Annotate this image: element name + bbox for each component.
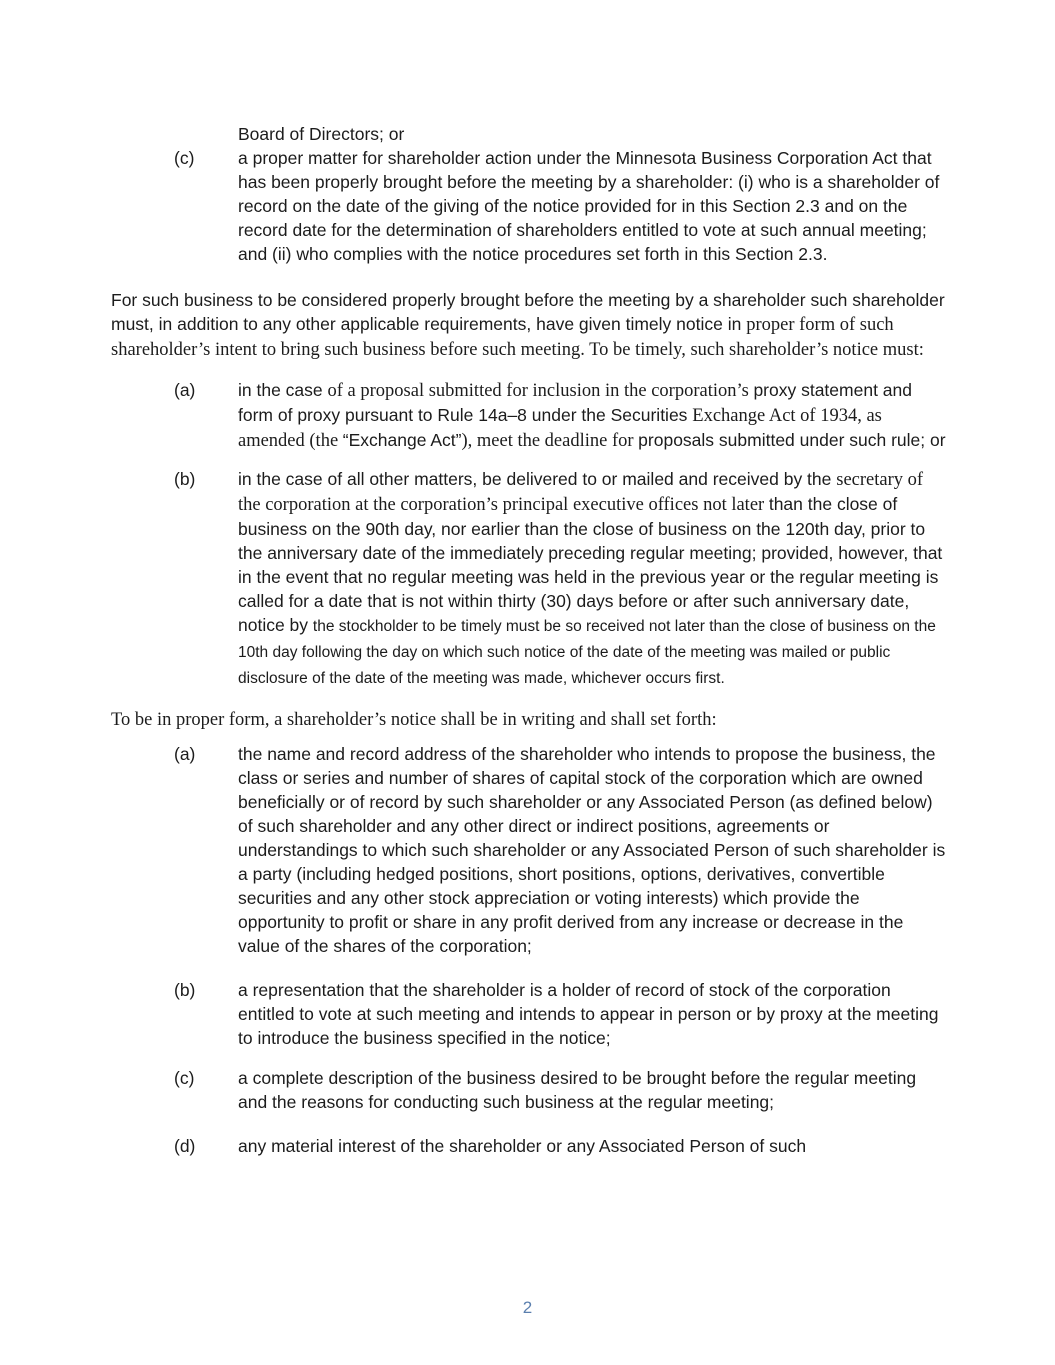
list-item-label: (c)	[174, 1068, 195, 1088]
page-number: 2	[522, 1298, 533, 1317]
paragraph-timely-notice: For such business to be considered properly brought before the meeting by a shareholder such shareholder must, in addition to any other applicable requirements, have given timely notice in proper form of such shareholder’s intent to bring such business before such meeting. To be timely, such shareholder’s notice must:	[111, 290, 945, 360]
list-item-body: the name and record address of the shareholder who intends to propose the business, the class or series and number of shares of capital stock of the corporation which are owned beneficially or of record by such shareholder or any Associated Person (as defined below) of such shareholder and any other direct or indirect positions, agreements or understandings to which such shareholder or any Associated Person of such shareholder is a party (including hedged positions, short positions, options, derivatives, convertible securities and any other stock appreciation or voting interests) which provide the opportunity to profit or share in any profit derived from any increase or decrease in the value of the shares of the corporation;	[238, 744, 946, 956]
list-item-body: a complete description of the business desired to be brought before the regular meeting and the reasons for conducting such business at the regular meeting;	[238, 1068, 917, 1112]
list-item-continuation	[111, 122, 947, 146]
paragraph-proper-form: To be in proper form, a shareholder’s notice shall be in writing and shall set forth:	[111, 710, 717, 730]
list-item-d2	[111, 1134, 947, 1158]
list-item-c1	[111, 146, 947, 266]
list-item-a2	[111, 742, 947, 958]
list-item-b2	[111, 978, 947, 1050]
list-item-body: a proper matter for shareholder action under the Minnesota Business Corporation Act that has been properly brought before the meeting by a shareholder: (i) who is a shareholder of record on the date of the giving of the notice provided for in this Section 2.3 and on the record date for the determination of shareholders entitled to vote at such annual meeting; and (ii) who complies with the notice procedures set forth in this Section 2.3.	[238, 148, 940, 264]
document-content	[111, 122, 947, 1158]
list-item-label: (a)	[174, 744, 196, 764]
list-item-body: in the case of all other matters, be delivered to or mailed and received by the secretary of the corporation at the corporation’s principal executive offices not later than the close of business on the 90th day, nor earlier than the close of business on the 120th day, prior to the anniversary date of the immediately preceding regular meeting; provided, however, that in the event that no regular meeting was held in the previous year or the regular meeting is called for a date that is not within thirty (30) days before or after such anniversary date, notice by the stockholder to be timely must be so received not later than the close of business on the 10th day following the day on which such notice of the date of the meeting was mailed or public disclosure of the date of the meeting was made, whichever occurs first.	[238, 469, 943, 687]
list-item-a1	[111, 378, 947, 453]
list-item-label: (b)	[174, 469, 196, 489]
list-item-body: Board of Directors; or	[238, 124, 405, 144]
list-item-label: (a)	[174, 380, 196, 400]
list-item-body: in the case of a proposal submitted for inclusion in the corporation’s proxy statement and form of proxy pursuant to Rule 14a–8 under the Securities Exchange Act of 1934, as amended (the “Exchange Act”), meet the deadline for proposals submitted under such rule; or	[238, 380, 946, 451]
list-item-body: a representation that the shareholder is a holder of record of stock of the corporation entitled to vote at such meeting and intends to appear in person or by proxy at the meeting to introduce the business specified in the notice;	[238, 980, 939, 1048]
list-item-label: (c)	[174, 148, 195, 168]
list-item-c2	[111, 1066, 947, 1114]
list-item-label: (d)	[174, 1136, 196, 1156]
list-item-b1	[111, 467, 947, 691]
list-item-body: any material interest of the shareholder or any Associated Person of such	[238, 1136, 807, 1156]
list-item-label: (b)	[174, 980, 196, 1000]
